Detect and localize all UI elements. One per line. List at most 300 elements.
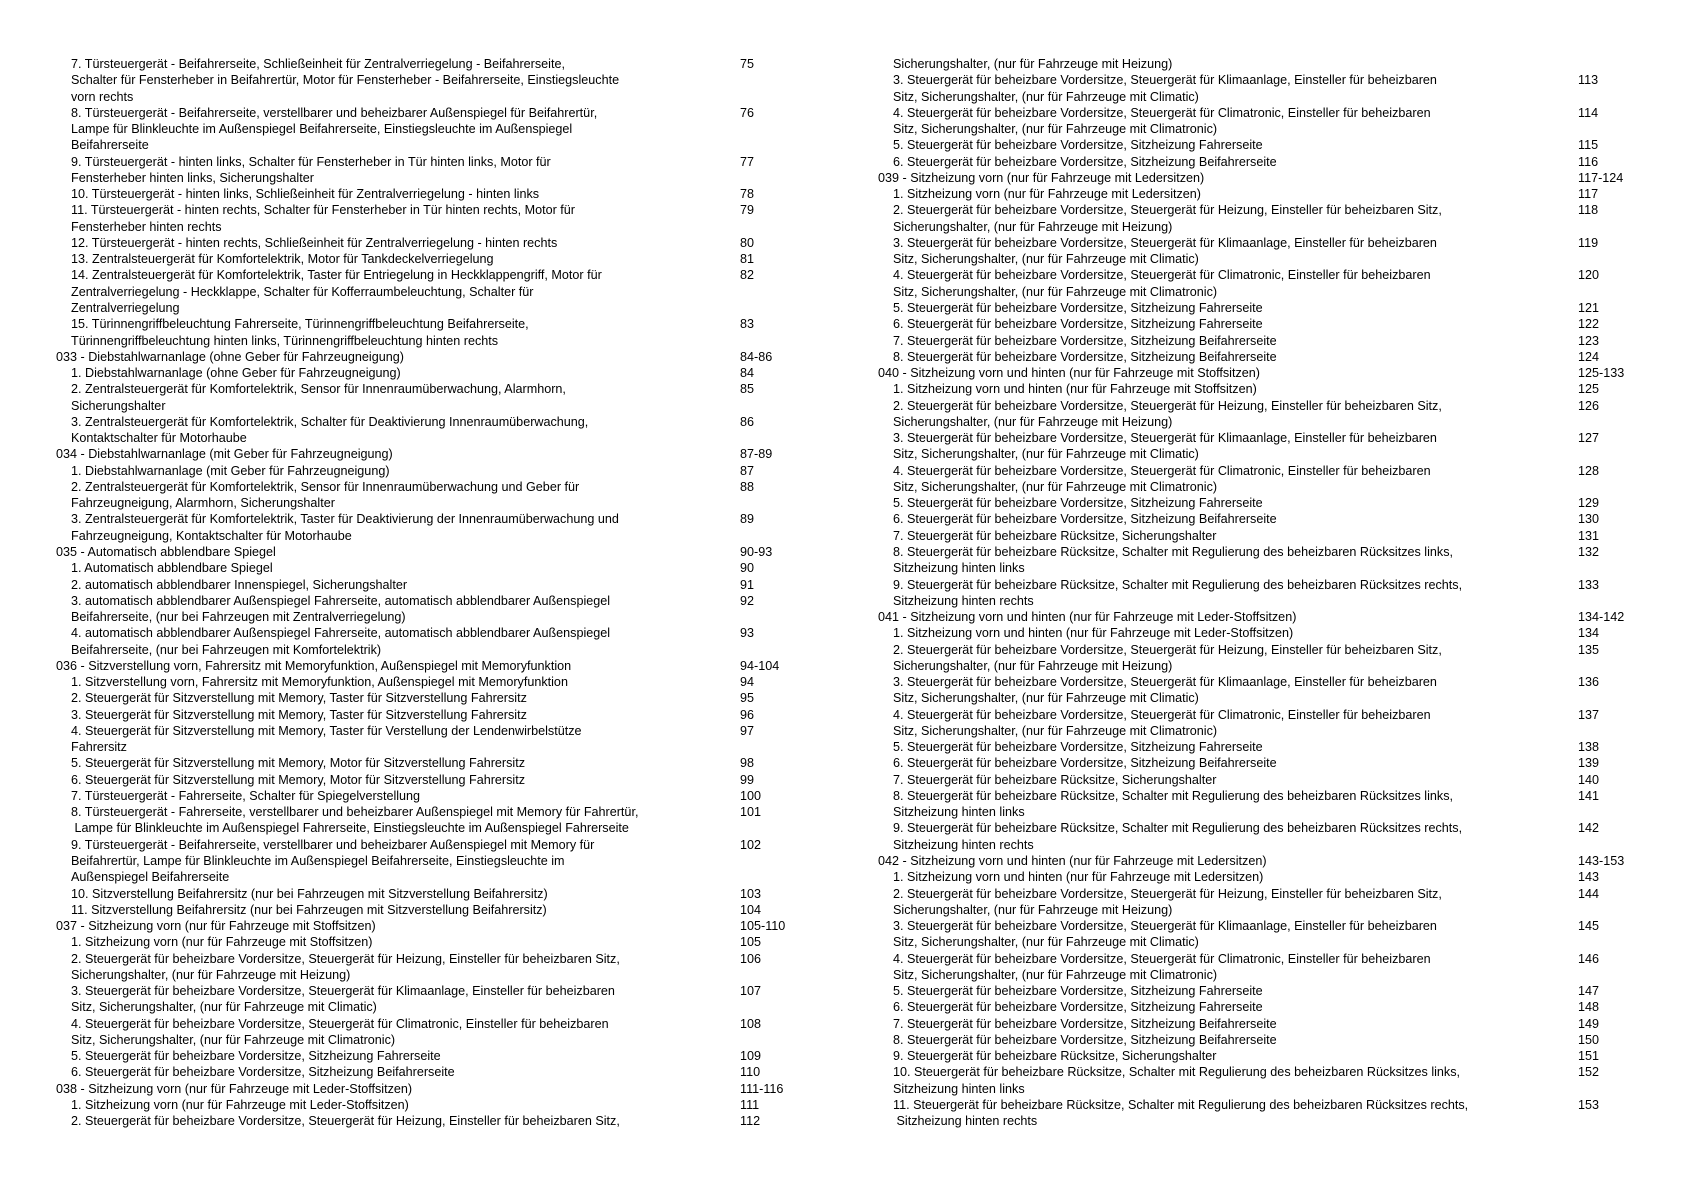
entry-text: 9. Türsteuergerät - hinten links, Schalter für Fensterheber in Tür hinten links, Motor für xyxy=(71,154,551,169)
page-number: 93 xyxy=(740,626,755,641)
page-number: 95 xyxy=(740,691,755,706)
index-line xyxy=(56,528,826,544)
entry-text: Sitz, Sicherungshalter, (nur für Fahrzeuge mit Climatronic) xyxy=(893,967,1218,982)
page-number: 109 xyxy=(740,1049,762,1064)
page-number: 102 xyxy=(740,837,762,852)
page-number: 81 xyxy=(740,252,755,267)
page-number: 143 xyxy=(1578,870,1600,885)
index-line xyxy=(878,560,1668,576)
entry-text: 1. Diebstahlwarnanlage (mit Geber für Fahrzeugneigung) xyxy=(71,463,390,478)
index-line xyxy=(56,235,826,251)
page-number: 117 xyxy=(1578,187,1599,202)
entry-text: 5. Steuergerät für beheizbare Vordersitze, Sitzheizung Fahrerseite xyxy=(893,740,1263,755)
entry-text: 5. Steuergerät für beheizbare Vordersitze, Sitzheizung Fahrerseite xyxy=(71,1049,441,1064)
index-line xyxy=(878,755,1668,771)
page-number: 120 xyxy=(1578,268,1600,283)
section-header-line xyxy=(878,853,1668,869)
page-number: 133 xyxy=(1578,577,1600,592)
entry-text: 1. Sitzheizung vorn (nur für Fahrzeuge mit Stoffsitzen) xyxy=(71,935,373,950)
page-number: 115 xyxy=(1578,138,1599,153)
entry-text: Kontaktschalter für Motorhaube xyxy=(71,431,247,446)
entry-text: 034 - Diebstahlwarnanlage (mit Geber für Fahrzeugneigung) xyxy=(56,447,393,462)
entry-text: 4. Steuergerät für beheizbare Vordersitze, Steuergerät für Climatronic, Einsteller für beheizbaren xyxy=(893,105,1431,120)
page-number: 89 xyxy=(740,512,755,527)
index-line xyxy=(878,186,1668,202)
index-line xyxy=(56,1113,826,1129)
section-header-line xyxy=(56,918,826,934)
entry-text: 2. Steuergerät für Sitzverstellung mit Memory, Taster für Sitzverstellung Fahrersitz xyxy=(71,691,527,706)
page-number: 105-110 xyxy=(740,919,786,934)
entry-text: Zentralverriegelung xyxy=(71,300,180,315)
entry-text: 038 - Sitzheizung vorn (nur für Fahrzeuge mit Leder-Stoffsitzen) xyxy=(56,1081,413,1096)
entry-text: 1. Sitzheizung vorn und hinten (nur für Fahrzeuge mit Ledersitzen) xyxy=(893,870,1264,885)
entry-text: Sitz, Sicherungshalter, (nur für Fahrzeuge mit Climatronic) xyxy=(71,1032,396,1047)
index-line xyxy=(878,1097,1668,1113)
page-number: 97 xyxy=(740,723,755,738)
entry-text: Sitz, Sicherungshalter, (nur für Fahrzeuge mit Climatic) xyxy=(893,252,1199,267)
entry-text: 14. Zentralsteuergerät für Komfortelektrik, Taster für Entriegelung in Heckklappengriff, Motor für xyxy=(71,268,602,283)
index-line xyxy=(56,577,826,593)
entry-text: Sitzheizung hinten links xyxy=(893,805,1025,820)
index-line xyxy=(56,479,826,495)
entry-text: Türinnengriffbeleuchtung hinten links, Türinnengriffbeleuchtung hinten rechts xyxy=(71,333,499,348)
page-number: 82 xyxy=(740,268,755,283)
index-line xyxy=(878,381,1668,397)
entry-text: 6. Steuergerät für beheizbare Vordersitze, Sitzheizung Beifahrerseite xyxy=(893,756,1277,771)
page-number: 91 xyxy=(740,577,755,592)
page-number: 140 xyxy=(1578,772,1600,787)
page-number: 108 xyxy=(740,1016,762,1031)
index-line xyxy=(56,137,826,153)
page-number: 135 xyxy=(1578,642,1600,657)
index-line xyxy=(56,1097,826,1113)
entry-text: Sitz, Sicherungshalter, (nur für Fahrzeuge mit Climatronic) xyxy=(893,723,1218,738)
page-number: 88 xyxy=(740,479,755,494)
index-line xyxy=(878,951,1668,967)
index-line xyxy=(878,804,1668,820)
index-line xyxy=(878,1016,1668,1032)
index-line xyxy=(56,593,826,609)
entry-text: Fahrersitz xyxy=(71,740,127,755)
entry-text: 12. Türsteuergerät - hinten rechts, Schließeinheit für Zentralverriegelung - hinten rechts xyxy=(71,235,558,250)
page-number: 147 xyxy=(1578,984,1600,999)
page-number: 129 xyxy=(1578,496,1600,511)
entry-text: 5. Steuergerät für beheizbare Vordersitze, Sitzheizung Fahrerseite xyxy=(893,138,1263,153)
index-line xyxy=(56,886,826,902)
index-line xyxy=(878,788,1668,804)
entry-text: Sitz, Sicherungshalter, (nur für Fahrzeuge mit Climatronic) xyxy=(893,479,1218,494)
index-line xyxy=(878,89,1668,105)
index-line xyxy=(878,902,1668,918)
index-line xyxy=(56,154,826,170)
index-line xyxy=(878,219,1668,235)
page-number: 94 xyxy=(740,675,755,690)
index-line xyxy=(878,398,1668,414)
page-number: 137 xyxy=(1578,707,1600,722)
index-line xyxy=(878,772,1668,788)
index-line xyxy=(56,72,826,88)
index-line xyxy=(56,788,826,804)
entry-text: 9. Steuergerät für beheizbare Rücksitze, Sicherungshalter xyxy=(893,1049,1217,1064)
index-line xyxy=(878,154,1668,170)
index-line xyxy=(56,642,826,658)
page-number: 106 xyxy=(740,951,762,966)
index-line xyxy=(56,804,826,820)
page-number: 143-153 xyxy=(1578,854,1625,869)
index-line xyxy=(878,1064,1668,1080)
page-number: 110 xyxy=(740,1065,761,1080)
page-number: 83 xyxy=(740,317,755,332)
page-number: 77 xyxy=(740,154,755,169)
entry-text: 3. automatisch abblendbarer Außenspiegel Fahrerseite, automatisch abblendbarer Außenspiegel xyxy=(71,593,611,608)
index-line xyxy=(878,202,1668,218)
page-number: 141 xyxy=(1578,788,1600,803)
section-header-line xyxy=(878,170,1668,186)
entry-text: 2. automatisch abblendbarer Innenspiegel, Sicherungshalter xyxy=(71,577,408,592)
index-line xyxy=(56,625,826,641)
entry-text: Beifahrerseite, (nur bei Fahrzeugen mit Komfortelektrik) xyxy=(71,642,382,657)
index-line xyxy=(56,1064,826,1080)
index-line xyxy=(56,820,826,836)
index-line xyxy=(56,1048,826,1064)
entry-text: Sitz, Sicherungshalter, (nur für Fahrzeuge mit Climatronic) xyxy=(893,284,1218,299)
index-line xyxy=(56,707,826,723)
index-line xyxy=(56,381,826,397)
entry-text: 2. Steuergerät für beheizbare Vordersitze, Steuergerät für Heizung, Einsteller für beheizbaren Sitz, xyxy=(893,203,1442,218)
entry-text: 4. Steuergerät für beheizbare Vordersitze, Steuergerät für Climatronic, Einsteller für beheizbaren xyxy=(893,707,1431,722)
page-number: 98 xyxy=(740,756,755,771)
entry-text: 2. Steuergerät für beheizbare Vordersitze, Steuergerät für Heizung, Einsteller für beheizbaren Sitz, xyxy=(71,1114,620,1129)
entry-text: Fensterheber hinten rechts xyxy=(71,219,222,234)
index-line xyxy=(56,121,826,137)
index-line xyxy=(56,56,826,72)
page-number: 121 xyxy=(1578,300,1600,315)
index-line xyxy=(878,479,1668,495)
entry-text: 7. Steuergerät für beheizbare Rücksitze, Sicherungshalter xyxy=(893,528,1217,543)
entry-text: Sicherungshalter, (nur für Fahrzeuge mit Heizung) xyxy=(893,658,1173,673)
index-line xyxy=(878,577,1668,593)
index-line xyxy=(878,349,1668,365)
entry-text: Fahrzeugneigung, Kontaktschalter für Motorhaube xyxy=(71,528,352,543)
entry-text: 2. Zentralsteuergerät für Komfortelektrik, Sensor für Innenraumüberwachung, Alarmhorn, xyxy=(71,382,566,397)
entry-text: 11. Steuergerät für beheizbare Rücksitze, Schalter mit Regulierung des beheizbaren Rücksitzes rechts, xyxy=(893,1098,1469,1112)
index-line xyxy=(878,886,1668,902)
entry-text: Fahrzeugneigung, Alarmhorn, Sicherungshalter xyxy=(71,496,335,511)
entry-text: 4. Steuergerät für beheizbare Vordersitze, Steuergerät für Climatronic, Einsteller für beheizbaren xyxy=(893,951,1431,966)
index-line xyxy=(878,446,1668,462)
entry-text: 2. Steuergerät für beheizbare Vordersitze, Steuergerät für Heizung, Einsteller für beheizbaren Sitz, xyxy=(893,398,1442,413)
index-column-left xyxy=(56,56,826,1130)
index-line xyxy=(56,333,826,349)
index-line xyxy=(878,300,1668,316)
entry-text: 1. Sitzheizung vorn und hinten (nur für Fahrzeuge mit Leder-Stoffsitzen) xyxy=(893,626,1294,641)
page-number: 148 xyxy=(1578,1000,1600,1015)
index-line xyxy=(56,1032,826,1048)
entry-text: 2. Steuergerät für beheizbare Vordersitze, Steuergerät für Heizung, Einsteller für beheizbaren Sitz, xyxy=(71,951,620,966)
index-line xyxy=(56,267,826,283)
entry-text: 042 - Sitzheizung vorn und hinten (nur für Fahrzeuge mit Ledersitzen) xyxy=(878,854,1267,869)
index-line xyxy=(878,999,1668,1015)
entry-text: 3. Steuergerät für Sitzverstellung mit Memory, Taster für Sitzverstellung Fahrersitz xyxy=(71,707,527,722)
entry-text: Lampe für Blinkleuchte im Außenspiegel Beifahrerseite, Einstiegsleuchte im Außenspiegel xyxy=(71,122,573,137)
index-line xyxy=(56,772,826,788)
page-number: 145 xyxy=(1578,919,1600,934)
entry-text: 4. Steuergerät für beheizbare Vordersitze, Steuergerät für Climatronic, Einsteller für beheizbaren xyxy=(893,463,1431,478)
index-line xyxy=(56,983,826,999)
entry-text: 033 - Diebstahlwarnanlage (ohne Geber für Fahrzeugneigung) xyxy=(56,349,404,364)
entry-text: 7. Türsteuergerät - Beifahrerseite, Schließeinheit für Zentralverriegelung - Beifahrerseite, xyxy=(71,57,565,71)
entry-text: Sicherungshalter xyxy=(71,398,166,413)
index-line xyxy=(56,170,826,186)
index-line xyxy=(878,105,1668,121)
index-line xyxy=(878,1081,1668,1097)
entry-text: Sitz, Sicherungshalter, (nur für Fahrzeuge mit Climatic) xyxy=(893,691,1199,706)
index-line xyxy=(56,284,826,300)
entry-text: Sicherungshalter, (nur für Fahrzeuge mit Heizung) xyxy=(71,967,351,982)
entry-text: 1. Automatisch abblendbare Spiegel xyxy=(71,561,273,576)
entry-text: 7. Steuergerät für beheizbare Vordersitze, Sitzheizung Beifahrerseite xyxy=(893,1016,1277,1031)
entry-text: Sicherungshalter, (nur für Fahrzeuge mit Heizung) xyxy=(893,57,1173,71)
index-line xyxy=(878,593,1668,609)
page-number: 149 xyxy=(1578,1016,1600,1031)
page-number: 142 xyxy=(1578,821,1600,836)
page-number: 84-86 xyxy=(740,349,773,364)
index-line xyxy=(56,853,826,869)
index-line xyxy=(878,625,1668,641)
entry-text: 6. Steuergerät für Sitzverstellung mit Memory, Motor für Sitzverstellung Fahrersitz xyxy=(71,772,525,787)
entry-text: 4. Steuergerät für Sitzverstellung mit Memory, Taster für Verstellung der Lendenwirbelstütze xyxy=(71,723,582,738)
entry-text: vorn rechts xyxy=(71,89,134,104)
entry-text: 039 - Sitzheizung vorn (nur für Fahrzeuge mit Ledersitzen) xyxy=(878,170,1205,185)
page-number: 113 xyxy=(1578,73,1599,88)
entry-text: Beifahrertür, Lampe für Blinkleuchte im Außenspiegel Beifahrerseite, Einstiegsleuchte im xyxy=(71,854,565,869)
entry-text: Beifahrerseite, (nur bei Fahrzeugen mit Zentralverriegelung) xyxy=(71,610,406,625)
section-header-line xyxy=(56,1081,826,1097)
page-number: 136 xyxy=(1578,675,1600,690)
entry-text: 11. Türsteuergerät - hinten rechts, Schalter für Fensterheber in Tür hinten rechts, Motor für xyxy=(71,203,575,218)
page-number: 119 xyxy=(1578,235,1599,250)
entry-text: Sitz, Sicherungshalter, (nur für Fahrzeuge mit Climatic) xyxy=(893,935,1199,950)
page-number: 117-124 xyxy=(1578,170,1624,185)
section-header-line xyxy=(56,544,826,560)
index-line xyxy=(56,999,826,1015)
page-number: 134 xyxy=(1578,626,1600,641)
entry-text: 037 - Sitzheizung vorn (nur für Fahrzeuge mit Stoffsitzen) xyxy=(56,919,376,934)
entry-text: 4. Steuergerät für beheizbare Vordersitze, Steuergerät für Climatronic, Einsteller für beheizbaren xyxy=(893,268,1431,283)
page-number: 92 xyxy=(740,593,755,608)
entry-text: 041 - Sitzheizung vorn und hinten (nur für Fahrzeuge mit Leder-Stoffsitzen) xyxy=(878,610,1297,625)
page-number: 84 xyxy=(740,366,755,381)
index-line xyxy=(878,918,1668,934)
index-line xyxy=(878,251,1668,267)
index-line xyxy=(56,219,826,235)
index-line xyxy=(878,723,1668,739)
page-number: 112 xyxy=(740,1114,761,1129)
entry-text: Sicherungshalter, (nur für Fahrzeuge mit Heizung) xyxy=(893,219,1173,234)
entry-text: 6. Steuergerät für beheizbare Vordersitze, Sitzheizung Fahrerseite xyxy=(893,1000,1263,1015)
entry-text: 9. Türsteuergerät - Beifahrerseite, verstellbarer und beheizbarer Außenspiegel mit Memory für xyxy=(71,837,595,852)
page-number: 75 xyxy=(740,57,755,71)
page-number: 85 xyxy=(740,382,755,397)
index-line xyxy=(56,755,826,771)
entry-text: 1. Sitzverstellung vorn, Fahrersitz mit Memoryfunktion, Außenspiegel mit Memoryfunktion xyxy=(71,675,568,690)
entry-text: Außenspiegel Beifahrerseite xyxy=(71,870,230,885)
index-line xyxy=(878,528,1668,544)
page-number: 104 xyxy=(740,902,762,917)
index-line xyxy=(56,251,826,267)
entry-text: Fensterheber hinten links, Sicherungshalter xyxy=(71,170,314,185)
index-line xyxy=(878,690,1668,706)
entry-text: 5. Steuergerät für beheizbare Vordersitze, Sitzheizung Fahrerseite xyxy=(893,984,1263,999)
entry-text: 13. Zentralsteuergerät für Komfortelektrik, Motor für Tankdeckelverriegelung xyxy=(71,252,494,267)
entry-text: 7. Türsteuergerät - Fahrerseite, Schalter für Spiegelverstellung xyxy=(71,788,421,803)
entry-text: 036 - Sitzverstellung vorn, Fahrersitz mit Memoryfunktion, Außenspiegel mit Memoryfunktion xyxy=(56,658,572,673)
page-number: 86 xyxy=(740,414,755,429)
entry-text: 10. Steuergerät für beheizbare Rücksitze, Schalter mit Regulierung des beheizbaren Rücksitzes links, xyxy=(893,1065,1461,1080)
entry-text: 3. Steuergerät für beheizbare Vordersitze, Steuergerät für Klimaanlage, Einsteller für beheizbaren xyxy=(893,919,1437,934)
index-line xyxy=(56,609,826,625)
page-number: 111-116 xyxy=(740,1081,784,1096)
page-number: 125 xyxy=(1578,382,1600,397)
entry-text: 035 - Automatisch abblendbare Spiegel xyxy=(56,544,276,559)
index-line xyxy=(878,983,1668,999)
index-line xyxy=(878,1048,1668,1064)
page-number: 138 xyxy=(1578,740,1600,755)
page-number: 90 xyxy=(740,561,755,576)
index-line xyxy=(56,300,826,316)
entry-text: 8. Türsteuergerät - Beifahrerseite, verstellbarer und beheizbarer Außenspiegel für Beifahrertür, xyxy=(71,105,598,120)
index-line xyxy=(56,902,826,918)
entry-text: Zentralverriegelung - Heckklappe, Schalter für Kofferraumbeleuchtung, Schalter für xyxy=(71,284,534,299)
page-number: 87 xyxy=(740,463,755,478)
index-line xyxy=(878,707,1668,723)
index-line xyxy=(56,365,826,381)
page-number: 139 xyxy=(1578,756,1600,771)
index-column-right xyxy=(878,56,1668,1130)
entry-text: Sicherungshalter, (nur für Fahrzeuge mit Heizung) xyxy=(893,414,1173,429)
section-header-line xyxy=(56,349,826,365)
index-line xyxy=(878,544,1668,560)
page-number: 101 xyxy=(740,805,762,820)
page-number: 80 xyxy=(740,235,755,250)
page-number: 87-89 xyxy=(740,447,773,462)
page-number: 103 xyxy=(740,886,762,901)
index-line xyxy=(56,463,826,479)
index-line xyxy=(56,951,826,967)
index-line xyxy=(56,398,826,414)
index-line xyxy=(878,869,1668,885)
entry-text: Sitzheizung hinten links xyxy=(893,561,1025,576)
entry-text: 040 - Sitzheizung vorn und hinten (nur für Fahrzeuge mit Stoffsitzen) xyxy=(878,366,1260,381)
page-number: 150 xyxy=(1578,1032,1600,1047)
entry-text: 1. Diebstahlwarnanlage (ohne Geber für Fahrzeugneigung) xyxy=(71,366,401,381)
index-line xyxy=(56,739,826,755)
page-number: 90-93 xyxy=(740,544,773,559)
page-number: 131 xyxy=(1578,528,1600,543)
index-line xyxy=(878,333,1668,349)
index-line xyxy=(56,837,826,853)
index-line xyxy=(56,89,826,105)
index-line xyxy=(56,105,826,121)
entry-text: 5. Steuergerät für beheizbare Vordersitze, Sitzheizung Fahrerseite xyxy=(893,300,1263,315)
index-line xyxy=(878,430,1668,446)
entry-text: 1. Sitzheizung vorn (nur für Fahrzeuge mit Ledersitzen) xyxy=(893,187,1201,202)
page-number: 76 xyxy=(740,105,755,120)
index-line xyxy=(878,121,1668,137)
index-line xyxy=(56,414,826,430)
entry-text: Sitz, Sicherungshalter, (nur für Fahrzeuge mit Climatic) xyxy=(893,447,1199,462)
index-line xyxy=(878,495,1668,511)
index-line xyxy=(878,967,1668,983)
page-number: 118 xyxy=(1578,203,1599,218)
index-line xyxy=(878,511,1668,527)
entry-text: Sicherungshalter, (nur für Fahrzeuge mit Heizung) xyxy=(893,902,1173,917)
entry-text: 10. Sitzverstellung Beifahrersitz (nur bei Fahrzeugen mit Sitzverstellung Beifahrersitz) xyxy=(71,886,548,901)
entry-text: 8. Steuergerät für beheizbare Vordersitze, Sitzheizung Beifahrerseite xyxy=(893,349,1277,364)
section-header-line xyxy=(56,658,826,674)
index-line xyxy=(878,316,1668,332)
entry-text: 3. Zentralsteuergerät für Komfortelektrik, Taster für Deaktivierung der Innenraumüberwachung und xyxy=(71,512,619,527)
entry-text: 8. Steuergerät für beheizbare Rücksitze, Schalter mit Regulierung des beheizbaren Rücksitzes links, xyxy=(893,544,1454,559)
index-line xyxy=(878,72,1668,88)
entry-text: Sitzheizung hinten links xyxy=(893,1081,1025,1096)
entry-text: 3. Steuergerät für beheizbare Vordersitze, Steuergerät für Klimaanlage, Einsteller für beheizbaren xyxy=(893,73,1437,88)
index-line xyxy=(878,1032,1668,1048)
entry-text: 8. Türsteuergerät - Fahrerseite, verstellbarer und beheizbarer Außenspiegel mit Memory für Fahrertür, xyxy=(71,805,639,820)
entry-text: 8. Steuergerät für beheizbare Rücksitze, Schalter mit Regulierung des beheizbaren Rücksitzes links, xyxy=(893,788,1454,803)
index-line xyxy=(878,1113,1668,1129)
page-number: 130 xyxy=(1578,512,1600,527)
index-line xyxy=(878,837,1668,853)
page-number: 125-133 xyxy=(1578,366,1625,381)
entry-text: 8. Steuergerät für beheizbare Vordersitze, Sitzheizung Beifahrerseite xyxy=(893,1032,1277,1047)
page-number: 100 xyxy=(740,788,762,803)
page-number: 79 xyxy=(740,203,755,218)
index-line xyxy=(878,414,1668,430)
entry-text: 3. Zentralsteuergerät für Komfortelektrik, Schalter für Deaktivierung Innenraumüberwachung, xyxy=(71,414,589,429)
entry-text: Schalter für Fensterheber in Beifahrertür, Motor für Fensterheber - Beifahrerseite, Einstiegsleuchte xyxy=(71,73,620,88)
entry-text: 10. Türsteuergerät - hinten links, Schließeinheit für Zentralverriegelung - hinten links xyxy=(71,187,540,202)
entry-text: 3. Steuergerät für beheizbare Vordersitze, Steuergerät für Klimaanlage, Einsteller für beheizbaren xyxy=(893,675,1437,690)
index-line xyxy=(56,511,826,527)
page-number: 122 xyxy=(1578,317,1600,332)
entry-text: 6. Steuergerät für beheizbare Vordersitze, Sitzheizung Beifahrerseite xyxy=(893,154,1277,169)
page-number: 123 xyxy=(1578,333,1600,348)
page-number: 111 xyxy=(740,1098,760,1112)
page-number: 105 xyxy=(740,935,762,950)
page-number: 96 xyxy=(740,707,755,722)
entry-text: Sitz, Sicherungshalter, (nur für Fahrzeuge mit Climatic) xyxy=(71,1000,377,1015)
entry-text: 2. Steuergerät für beheizbare Vordersitze, Steuergerät für Heizung, Einsteller für beheizbaren Sitz, xyxy=(893,642,1442,657)
entry-text: 11. Sitzverstellung Beifahrersitz (nur bei Fahrzeugen mit Sitzverstellung Beifahrersitz) xyxy=(71,902,547,917)
entry-text: Sitz, Sicherungshalter, (nur für Fahrzeuge mit Climatronic) xyxy=(893,122,1218,137)
page-number: 151 xyxy=(1578,1049,1600,1064)
index-line xyxy=(878,739,1668,755)
entry-text: Sitzheizung hinten rechts xyxy=(893,593,1034,608)
index-line xyxy=(56,202,826,218)
entry-text: Lampe für Blinkleuchte im Außenspiegel Fahrerseite, Einstiegsleuchte im Außenspiegel Fahrerseite xyxy=(71,821,629,836)
index-line xyxy=(56,186,826,202)
entry-text: 3. Steuergerät für beheizbare Vordersitze, Steuergerät für Klimaanlage, Einsteller für beheizbaren xyxy=(71,984,615,999)
page-number: 128 xyxy=(1578,463,1600,478)
entry-text: 6. Steuergerät für beheizbare Vordersitze, Sitzheizung Fahrerseite xyxy=(893,317,1263,332)
entry-text: 7. Steuergerät für beheizbare Rücksitze, Sicherungshalter xyxy=(893,772,1217,787)
page-number: 127 xyxy=(1578,431,1600,446)
index-line xyxy=(56,430,826,446)
page-number: 153 xyxy=(1578,1098,1600,1112)
page-number: 126 xyxy=(1578,398,1600,413)
index-line xyxy=(878,137,1668,153)
